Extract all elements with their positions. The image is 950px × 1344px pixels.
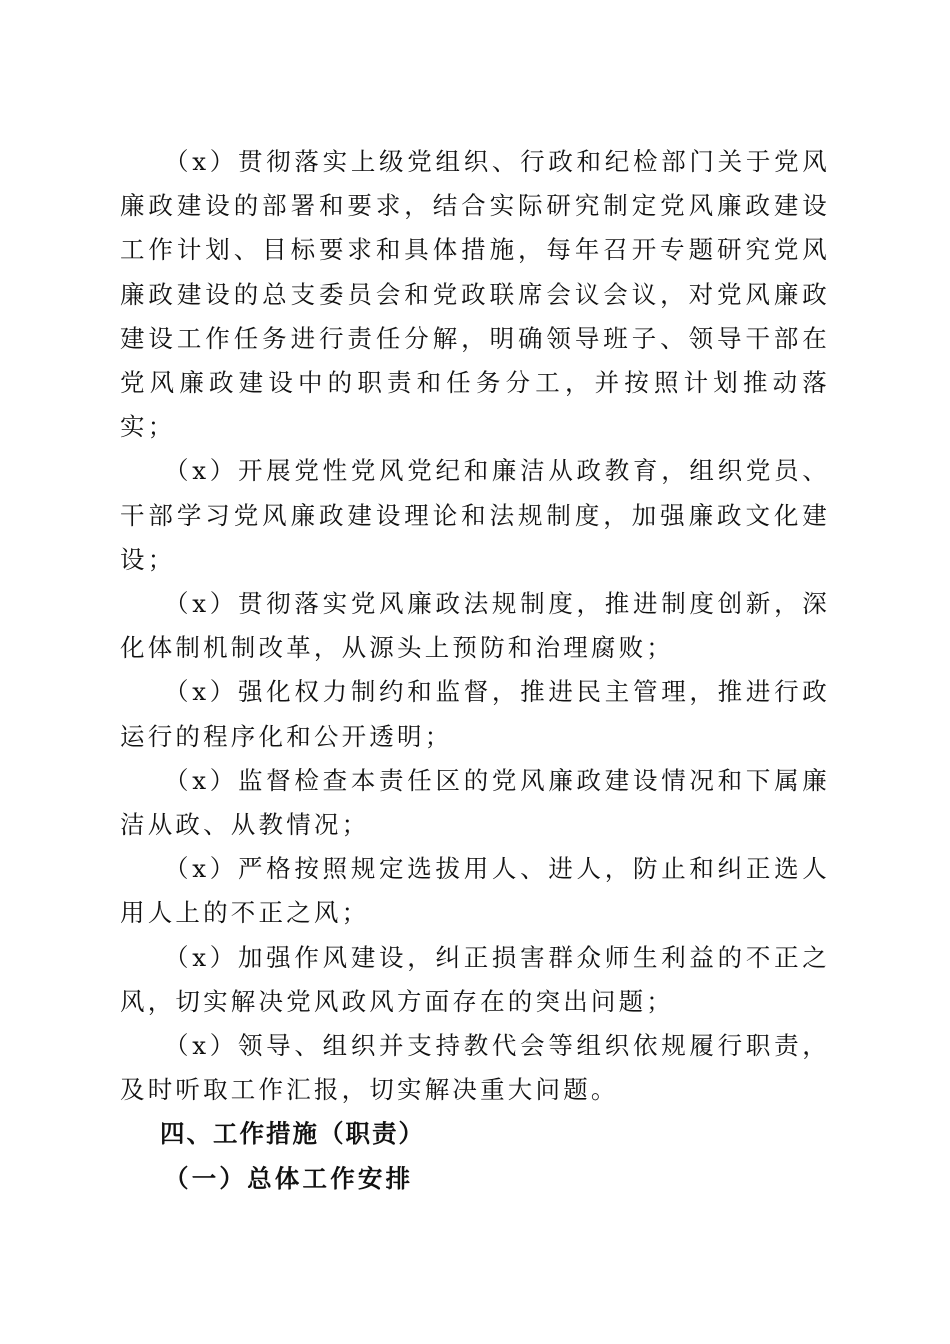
paragraph: （x）严格按照规定选拔用人、进人，防止和纠正选人用人上的不正之风； [120,854,830,928]
section-heading: 四、工作措施（职责） [160,1119,425,1149]
paragraph: （x）强化权力制约和监督，推进民主管理，推进行政运行的程序化和公开透明； [120,677,830,751]
subsection-heading: （一）总体工作安排 [164,1163,414,1193]
paragraph: （x）加强作风建设，纠正损害群众师生利益的不正之风，切实解决党风政风方面存在的突出问题； [120,942,830,1016]
paragraph: （x）贯彻落实党风廉政法规制度，推进制度创新，深化体制机制改革，从源头上预防和治理腐败； [120,589,830,663]
paragraph: （x）领导、组织并支持教代会等组织依规履行职责，及时听取工作汇报，切实解决重大问题。 [120,1031,830,1105]
paragraph: （x）监督检查本责任区的党风廉政建设情况和下属廉洁从政、从教情况； [120,765,830,840]
paragraph: （x）贯彻落实上级党组织、行政和纪检部门关于党风廉政建设的部署和要求，结合实际研究制定党风廉政建设工作计划、目标要求和具体措施，每年召开专题研究党风廉政建设的总支委员会和党政联席会议会议，对党风廉政建设工作任务进行责任分解，明确领导班子、领导干部在党风廉政建设中的职责和任务分工，并按照计划推动落实； [120,147,830,442]
paragraph: （x）开展党性党风党纪和廉洁从政教育，组织党员、干部学习党风廉政建设理论和法规制度，加强廉政文化建设； [120,456,830,574]
document-body [120,140,830,1201]
